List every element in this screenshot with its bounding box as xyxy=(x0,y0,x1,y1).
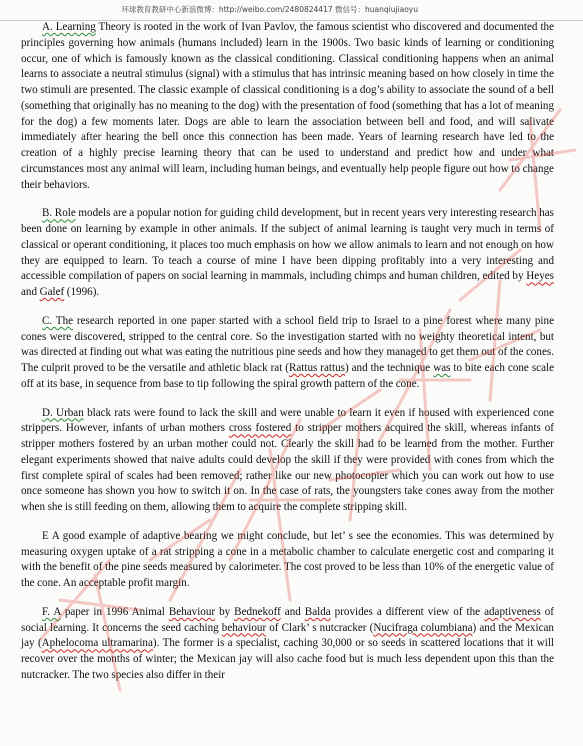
paragraph-d-text: black rats were found to lack the skill and were unable to learn it even if housed with experienced cone strippers. However, infants of urban mothers xyxy=(21,406,555,435)
paragraph-b-year: (1996). xyxy=(64,286,100,298)
paragraph-c xyxy=(21,314,554,393)
word-behaviour-1: Behaviour xyxy=(168,605,216,618)
paragraph-f-lead: F. A xyxy=(42,605,61,618)
latin-nucifraga: Nucifraga columbiana xyxy=(373,621,473,634)
paragraph-f-text-4: provides a different view of the xyxy=(330,605,485,618)
paragraph-b-lead: B. Role xyxy=(42,207,76,220)
word-was: was xyxy=(433,362,451,374)
paragraph-a-lead: A. Learning xyxy=(42,21,96,33)
paragraph-d-lead: D. Urban xyxy=(42,406,84,419)
paragraph-c-text-2: ) and the technique xyxy=(344,362,434,374)
paragraph-c-text: research reported in one paper started with a school field trip to Israel to a pine forest where many pine cones were discovered, stripped to the central core. So the investigation started with no weighty theoretical intent, but was directed at finding out what was eating the nutritious pine seeds and how they managed to get them out of the cones. The culprit proved to be the versatile and athletic black rat ( xyxy=(21,314,554,374)
paragraph-f-text: paper in 1996 Animal xyxy=(60,605,169,618)
paragraph-f-text-7: ) and the Mexican jay ( xyxy=(21,621,554,650)
paragraph-c-lead: C. The xyxy=(42,314,74,327)
paragraph-d xyxy=(21,406,554,516)
header-text: 环球教育教研中心新浪微博：http://weibo.com/2480824417 微信号：huanqiujiaoyu xyxy=(121,5,418,14)
paragraph-f-text-8: ). The former is a specialist, caching 30,000 or so seeds in scattered locations that it will recover over the months of winter; the Mexican jay will also cache food but is much less dependent upon this than the nutcracker. The two species also differ in their xyxy=(21,637,554,681)
author-heyes: Heyes xyxy=(526,270,554,283)
document-body xyxy=(21,20,554,697)
author-balda: Balda xyxy=(304,605,331,618)
paragraph-f-text-3: and xyxy=(280,605,305,618)
paragraph-b-text: models are a popular notion for guiding child development, but in recent years very interesting research has been done on learning by example in other animals. If the subject of animal learning is taught very much in terms of classical or operant conditioning, it places too much emphasis on how we allow animals to learn and not enough on how they are equipped to learn. To teach a course of mine I have been dipping profitably into a very interesting and accessible compilation of papers on social learning in mammals, including chimps and human children, edited by xyxy=(21,207,554,283)
paragraph-e xyxy=(21,529,554,592)
paragraph-e-text: A good example of adaptive bearing we might conclude, but let’ s see the economies. This was determined by measuring oxygen uptake of a rat stripping a cone in a metabolic chamber to calculate energetic cost and comparing it with the benefit of the pine seeds measured by calorimeter. The cost proved to be less than 10% of the energetic value of the cone. An acceptable profit margin. xyxy=(21,529,554,589)
paragraph-f-text-2: by xyxy=(215,605,235,618)
word-cross-fostered: cross fostered xyxy=(228,422,292,435)
header-bar xyxy=(0,0,583,21)
paragraph-a xyxy=(21,20,554,193)
paragraph-a-text: Theory is rooted in the work of Ivan Pavlov, the famous scientist who discovered and documented the principles governing how animals (humans included) learn in the 1900s. Two basic kinds of learning or conditioning occur, one of which is famously known as the classical conditioning. Classical conditioning happens when an animal learns to associate a neutral stimulus (signal) with a stimulus that has intrinsic meaning based on how closely in time the two stimuli are presented. The classic example of classical conditioning is a dog’s ability to associate the sound of a bell (something that originally has no meaning to the dog) with the presentation of food (something that has a lot of meaning for the dog) a few moments later. Dogs are able to learn the association between bell and food, and will salivate immediately after hearing the bell once this connection has been made. Years of learning research have led to the creation of a highly precise learning theory that can be used to understand and predict how and under what circumstances most any animal will learn, including human beings, and eventually help people figure out how to change their behaviors. xyxy=(21,21,554,191)
paragraph-e-lead: E xyxy=(42,529,49,542)
word-behaviour-2: behaviour xyxy=(221,621,267,634)
paragraph-c-text-3: to bite each cone scale off at its base, in sequence from base to tip following the spiral growth pattern of the cone. xyxy=(21,362,554,390)
paragraph-d-text-2: to stripper mothers acquired the skill, whereas infants of stripper mothers fostered by an urban mother could not. Clearly the skill had to be learned from the mother. Further elegant experiments showed that naive adults could develop the skill if they were provided with cones from which the first complete spiral of scales had been removed; rather like our new photocopier which you can work out how to use once someone has shown you how to switch it on. In the case of rats, the youngsters take cones away from the mother when she is still feeding on them, allowing them to acquire the complete stripping skill. xyxy=(21,422,555,513)
latin-rattus: Rattus rattus xyxy=(288,362,345,374)
author-bednekoff: Bednekoff xyxy=(234,605,281,618)
paragraph-b xyxy=(21,206,554,301)
paragraph-f-text-5: of social learning. It concerns the seed caching xyxy=(21,605,554,634)
latin-aphelocoma: Aphelocoma ultramarina xyxy=(41,637,153,650)
paragraph-f xyxy=(21,605,554,684)
word-adaptiveness: adaptiveness xyxy=(484,605,541,618)
author-galef: Galef xyxy=(39,286,65,298)
paragraph-f-text-6: of Clark’ s nutcracker ( xyxy=(266,621,374,634)
paragraph-b-and: and xyxy=(21,286,40,298)
